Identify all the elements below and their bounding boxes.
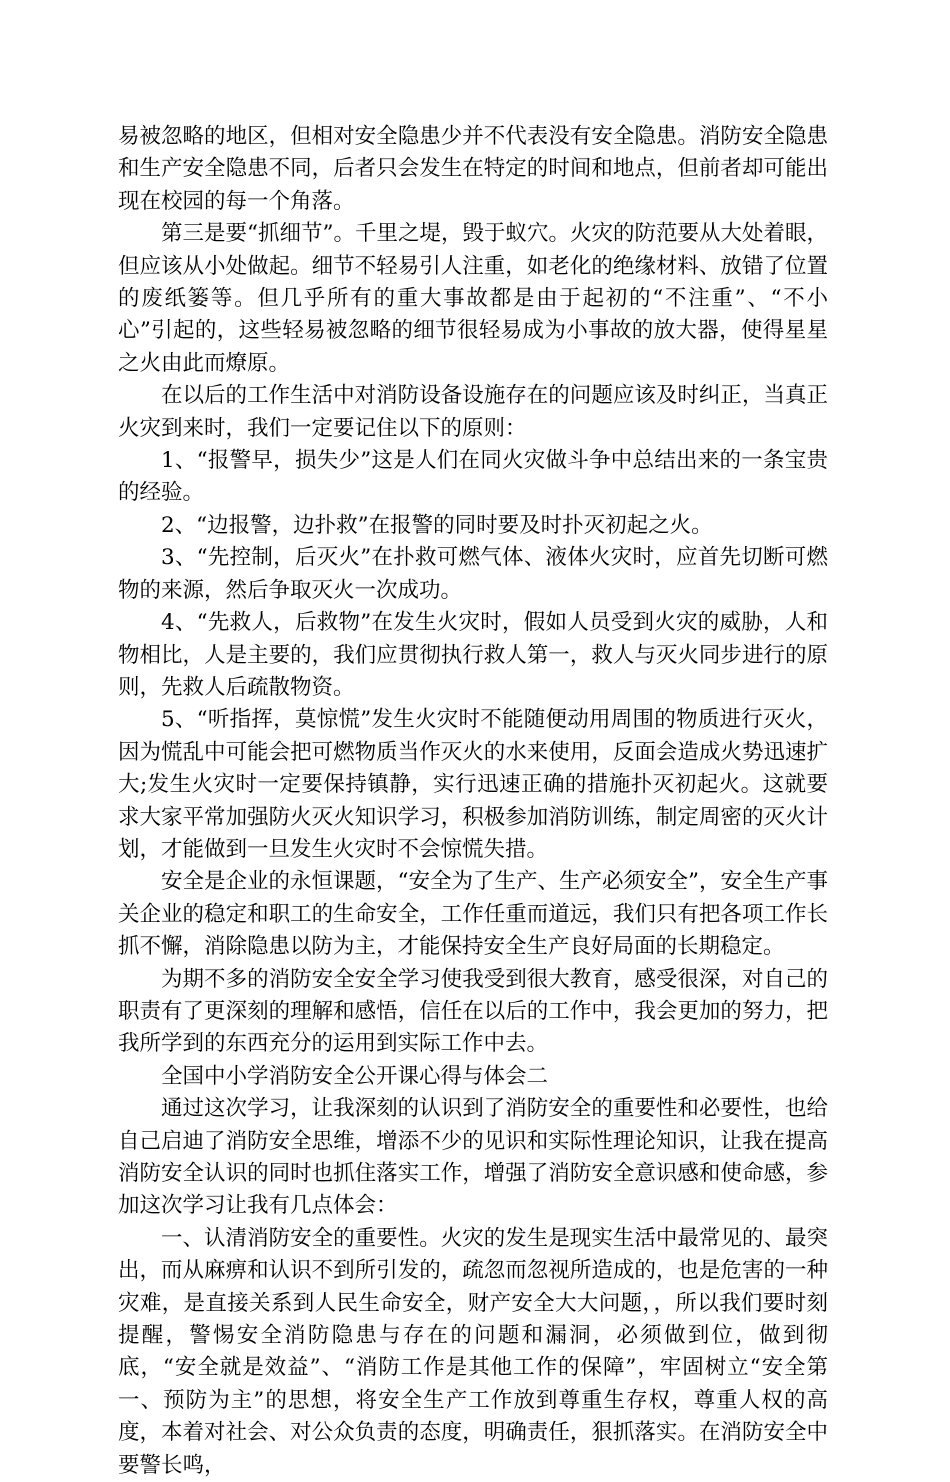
- paragraph-principles-intro: 在以后的工作生活中对消防设备设施存在的问题应该及时纠正，当真正火灾到来时，我们一定要记住以下的原则：: [118, 383, 828, 441]
- section-title: 全国中小学消防安全公开课心得与体会二: [161, 1063, 549, 1089]
- paragraph-continuation: 易被忽略的地区，但相对安全隐患少并不代表没有安全隐患。消防安全隐患和生产安全隐患不同，后者只会发生在特定的时间和地点，但前者却可能出现在校园的每一个角落。: [118, 124, 828, 214]
- principle-item-4: 4、“先救人，后救物”在发生火灾时，假如人员受到火灾的威胁，人和物相比，人是主要的，我们应贯彻执行救人第一，救人与灭火同步进行的原则，先救人后疏散物资。: [118, 610, 828, 700]
- paragraph-enterprise-safety: 安全是企业的永恒课题，“安全为了生产、生产必须安全”，安全生产事关企业的稳定和职工的生命安全，工作任重而道远，我们只有把各项工作长抓不懈，消除隐患以防为主，才能保持安全生产良好局面的长期稳定。: [118, 869, 828, 960]
- paragraph-point-one: 一、认清消防安全的重要性。火灾的发生是现实生活中最常见的、最突出，而从麻痹和认识不到所引发的，疏忽而忽视所造成的，也是危害的一种灾难，是直接关系到人民生命安全，财产安全大大问题，，所以我们要时刻提醒，警惕安全消防隐患与存在的问题和漏洞，必须做到位，做到彻底，“安全就是效益”、“消防工作是其他工作的保障”，牢固树立“安全第一、预防为主”的思想，将安全生产工作放到尊重生存权，尊重人权的高度，本着对社会、对公众负责的态度，明确责任，狠抓落实。在消防安全中要警长鸣，: [118, 1225, 828, 1478]
- principle-item-5: 5、“听指挥，莫惊慌”发生火灾时不能随便动用周围的物质进行灭火，因为慌乱中可能会把可燃物质当作灭火的水来使用，反面会造成火势迅速扩大;发生火灾时一定要保持镇静，实行迅速正确的措施扑灭初起火。这就要求大家平常加强防火灭火知识学习，积极参加消防训练，制定周密的灭火计划，才能做到一旦发生火灾时不会惊慌失措。: [118, 707, 828, 862]
- document-body: [118, 121, 828, 1482]
- principle-item-1: 1、“报警早，损失少”这是人们在同火灾做斗争中总结出来的一条宝贵的经验。: [118, 448, 828, 506]
- paragraph-attention-to-detail: 第三是要“抓细节”。千里之堤，毁于蚁穴。火灾的防范要从大处着眼，但应该从小处做起。细节不轻易引人注重，如老化的绝缘材料、放错了位置的废纸篓等。但几乎所有的重大事故都是由于起初的“不注重”、“不小心”引起的，这些轻易被忽略的细节很轻易成为小事故的放大器，使得星星之火由此而燎原。: [118, 221, 828, 376]
- principle-item-2: 2、“边报警，边扑救”在报警的同时要及时扑灭初起之火。: [161, 512, 713, 538]
- principle-item-3: 3、“先控制，后灭火”在扑救可燃气体、液体火灾时，应首先切断可燃物的来源，然后争取灭火一次成功。: [118, 545, 828, 603]
- paragraph-study-intro: 通过这次学习，让我深刻的认识到了消防安全的重要性和必要性，也给自己启迪了消防安全思维，增添不少的见识和实际性理论知识，让我在提高消防安全认识的同时也抓住落实工作，增强了消防安全意识感和使命感，参加这次学习让我有几点体会：: [118, 1096, 828, 1219]
- paragraph-reflection: 为期不多的消防安全安全学习使我受到很大教育，感受很深，对自己的职责有了更深刻的理解和感悟，信任在以后的工作中，我会更加的努力，把我所学到的东西充分的运用到实际工作中去。: [118, 966, 828, 1057]
